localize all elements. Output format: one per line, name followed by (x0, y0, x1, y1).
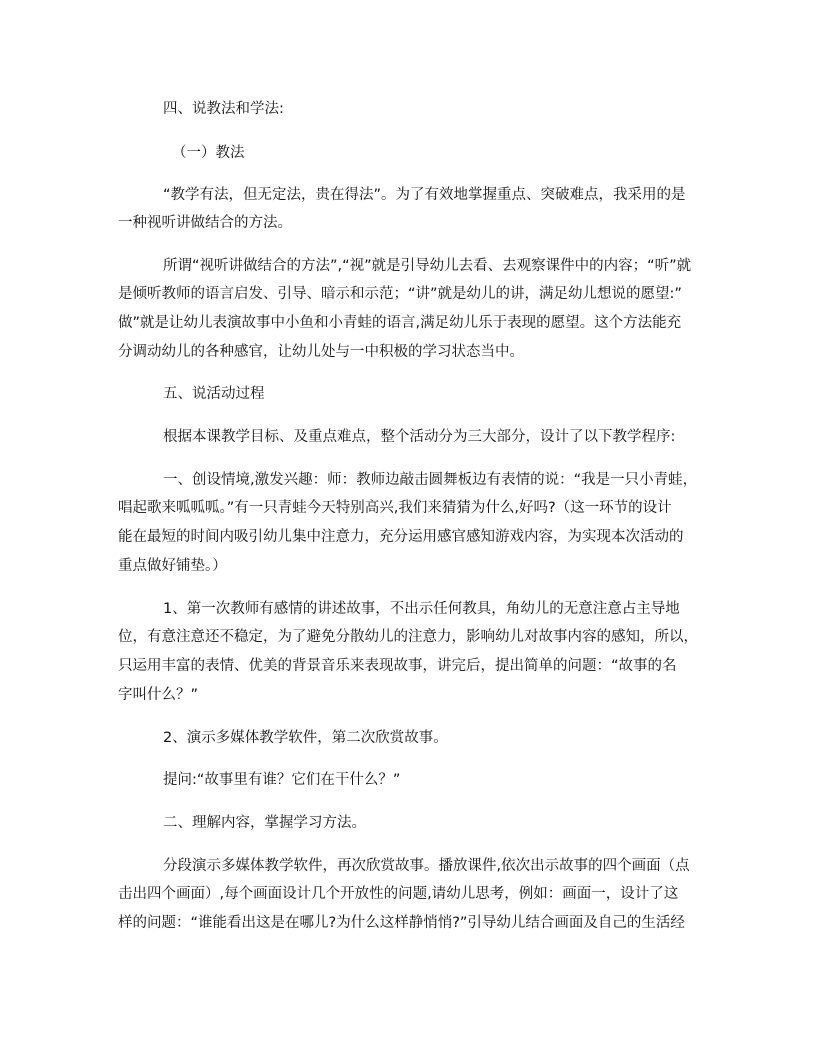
paragraph-line: 位，有意注意还不稳定，为了避免分散幼儿的注意力，影响幼儿对故事内容的感知，所以， (118, 629, 698, 645)
paragraph-line: 只运用丰富的表情、优美的背景音乐来表现故事，讲完后，提出简单的问题：“故事的名 (118, 658, 677, 674)
paragraph-line: 分调动幼儿的各种感官，让幼儿处与一中积极的学习状态当中。 (118, 344, 524, 360)
paragraph-line: 二、理解内容，掌握学习方法。 (163, 815, 366, 831)
paragraph-line: “教学有法，但无定法，贵在得法”。为了有效地掌握重点、突破难点，我采用的是 (163, 187, 686, 203)
paragraph-line: 能在最短的时间内吸引幼儿集中注意力，充分运用感官感知游戏内容，为实现本次活动的 (118, 529, 684, 545)
paragraph-line: 是倾听教师的语言启发、引导、暗示和示范；“讲”就是幼儿的讲，满足幼儿想说的愿望:” (118, 286, 682, 302)
paragraph-line: 字叫什么？” (118, 687, 199, 703)
paragraph-line: 样的问题：“谁能看出这是在哪儿?为什么这样静悄悄?”引导幼儿结合画面及自己的生活经 (118, 915, 685, 931)
paragraph-line: 一种视听讲做结合的方法。 (118, 215, 292, 231)
subsection-heading-teaching-method: （一）教法 (172, 145, 245, 161)
paragraph-line: 分段演示多媒体教学软件，再次欣赏故事。播放课件,依次出示故事的四个画面（点 (163, 858, 690, 874)
paragraph-line: 唱起歌来呱呱呱。”有一只青蛙今天特别高兴,我们来猜猜为什么,好吗?（这一环节的设计 (118, 500, 672, 516)
paragraph-line: 做”就是让幼儿表演故事中小鱼和小青蛙的语言,满足幼儿乐于表现的愿望。这个方法能充 (118, 315, 682, 331)
paragraph-line: 2、演示多媒体教学软件，第二次欣赏故事。 (163, 730, 448, 746)
paragraph-line: 重点做好铺垫。） (118, 558, 227, 574)
paragraph-line: 一、创设情境,激发兴趣：师：教师边敲击圆舞板边有表情的说：“我是一只小青蛙， (163, 472, 698, 488)
paragraph-line: 所谓“视听讲做结合的方法”,“视”就是引导幼儿去看、去观察课件中的内容；“听”就 (163, 258, 692, 274)
section-heading-5: 五、说活动过程 (163, 386, 265, 402)
section-heading-4: 四、说教法和学法: (163, 101, 284, 117)
paragraph-line: 击出四个画面）,每个画面设计几个开放性的问题,请幼儿思考，例如：画面一，设计了这 (118, 886, 679, 902)
paragraph-line: 1、第一次教师有感情的讲述故事，不出示任何教具，角幼儿的无意注意占主导地 (163, 601, 680, 617)
paragraph-line: 提问:“故事里有谁？它们在干什么？” (163, 772, 401, 788)
paragraph-line: 根据本课教学目标、及重点难点，整个活动分为三大部分，设计了以下教学程序: (163, 429, 676, 445)
